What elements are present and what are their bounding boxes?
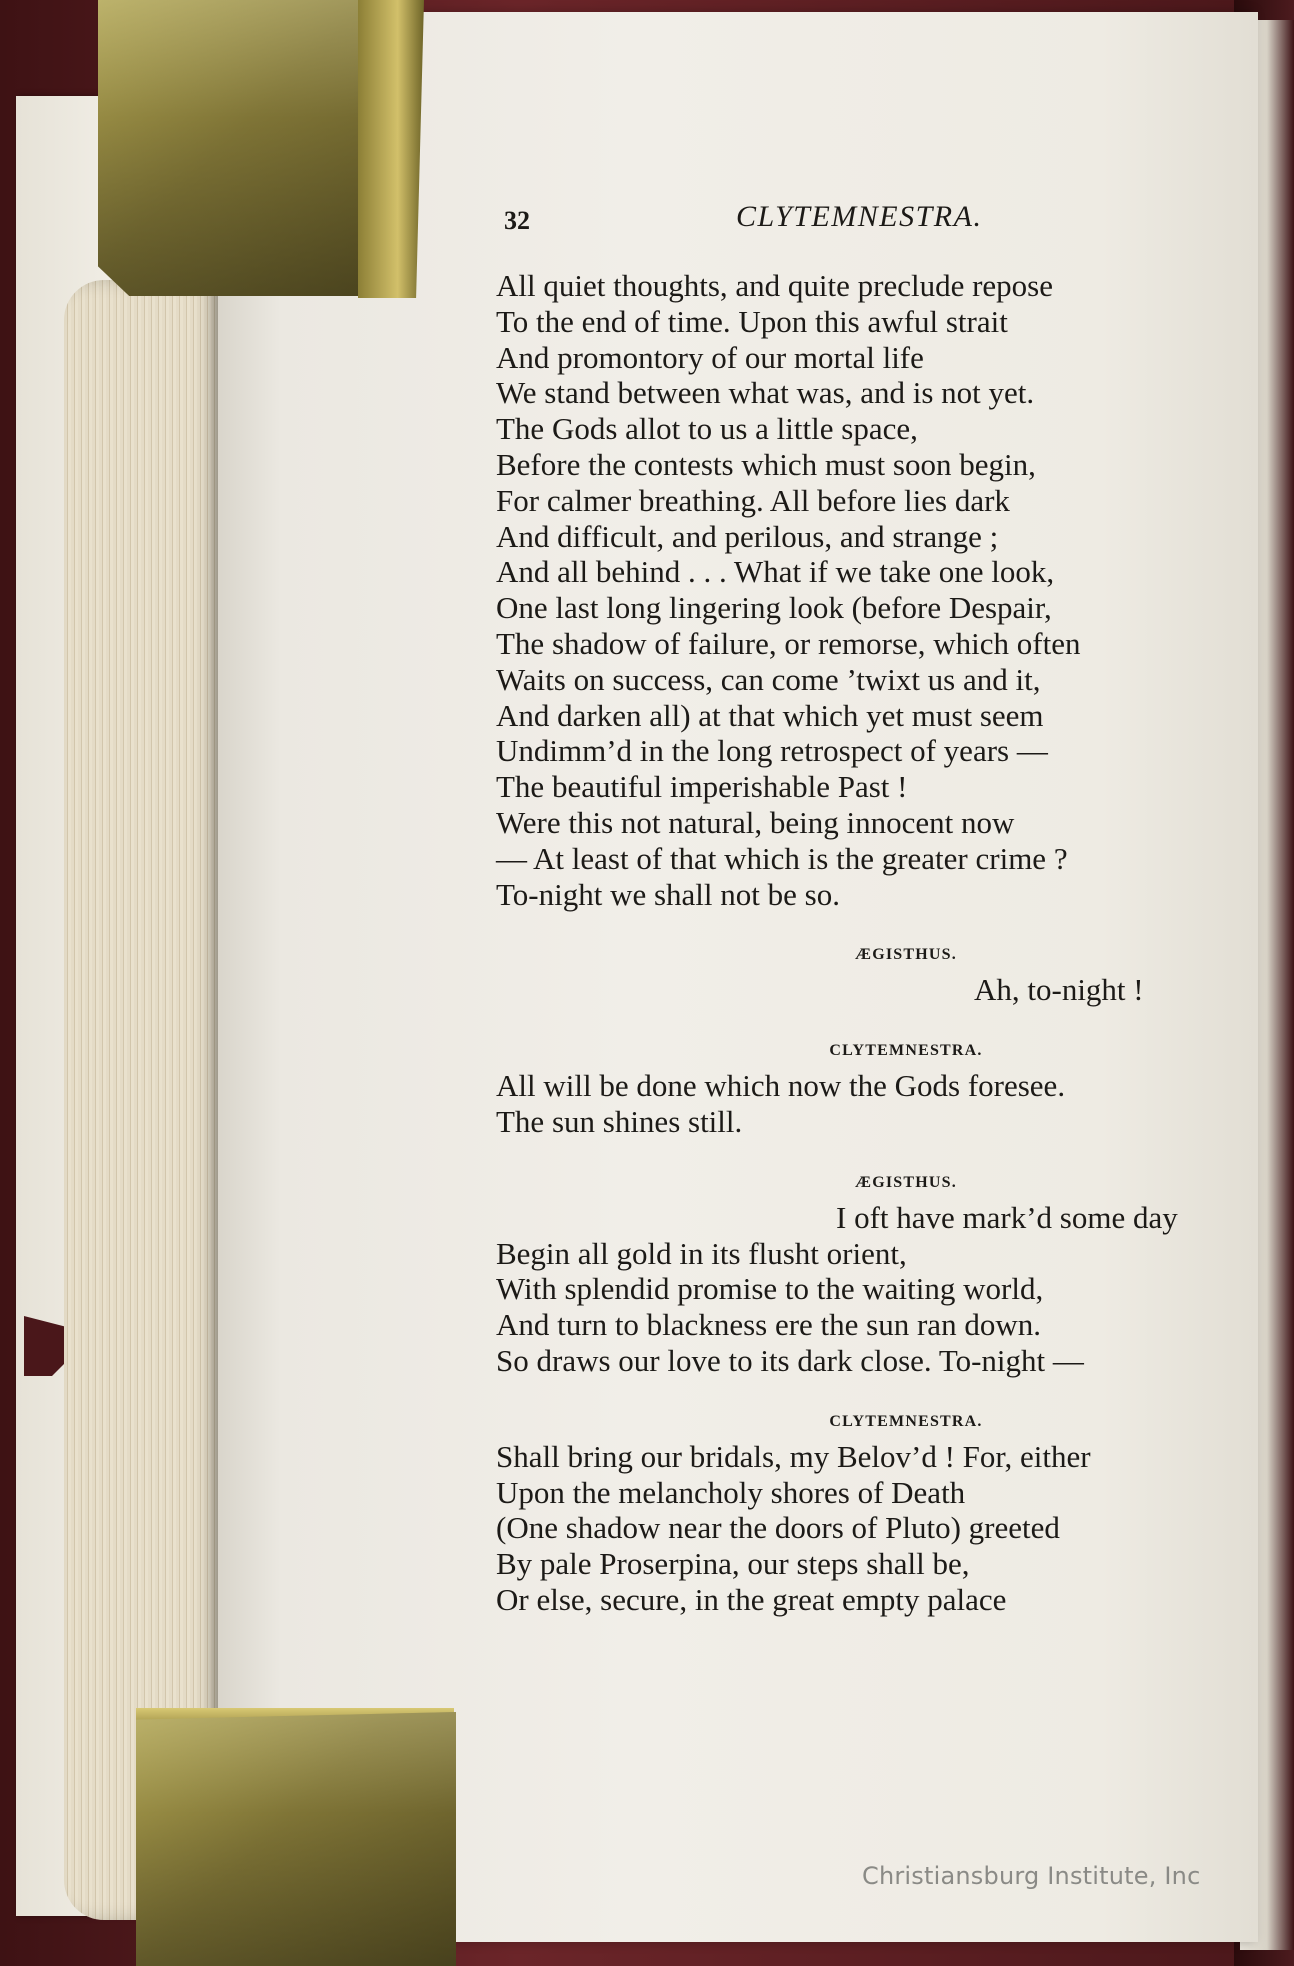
speech-clytemnestra-2 bbox=[496, 1413, 1236, 1618]
page-text bbox=[496, 200, 1236, 1618]
verse-line: Before the contests which must soon begin, bbox=[496, 446, 1036, 482]
verse-line: We stand between what was, and is not yet. bbox=[496, 375, 1035, 411]
verse-line: Begin all gold in its flusht orient, bbox=[496, 1235, 907, 1271]
verse-line: Waits on success, can come ’twixt us and it, bbox=[496, 661, 1041, 697]
speaker-name: CLYTEMNESTRA. bbox=[829, 1042, 983, 1060]
speaker-name: ÆGISTHUS. bbox=[855, 946, 957, 964]
verse-line: The sun shines still. bbox=[496, 1103, 743, 1139]
verse-line: Upon the melancholy shores of Death bbox=[496, 1474, 966, 1510]
verse-line: To the end of time. Upon this awful strait bbox=[496, 303, 1008, 339]
verse-line: The shadow of failure, or remorse, which often bbox=[496, 625, 1081, 661]
verse-passage bbox=[496, 268, 1236, 912]
verse-line: I oft have mark’d some day bbox=[836, 1199, 1178, 1235]
verse-line: To-night we shall not be so. bbox=[496, 876, 840, 912]
verse-line: The Gods allot to us a little space, bbox=[496, 411, 918, 447]
watermark: Christiansburg Institute, Inc bbox=[862, 1862, 1201, 1890]
verse-line: All quiet thoughts, and quite preclude repose bbox=[496, 268, 1054, 303]
speech-aegisthus-2 bbox=[496, 1174, 1236, 1379]
verse-line: Undimm’d in the long retrospect of years — bbox=[496, 733, 1048, 769]
brass-corner-top-edge bbox=[358, 0, 424, 298]
speech-clytemnestra-1 bbox=[496, 1042, 1236, 1140]
verse-line: So draws our love to its dark close. To-night — bbox=[496, 1342, 1084, 1378]
verse-line: And darken all) at that which yet must seem bbox=[496, 697, 1044, 733]
page-edges bbox=[64, 280, 224, 1920]
verse-line: By pale Proserpina, our steps shall be, bbox=[496, 1546, 970, 1582]
verse-line: And promontory of our mortal life bbox=[496, 339, 924, 375]
speaker-name: CLYTEMNESTRA. bbox=[829, 1412, 983, 1430]
page-number: 32 bbox=[504, 206, 530, 235]
verse-line: Ah, to-night ! bbox=[974, 972, 1144, 1008]
verse-line: With splendid promise to the waiting world, bbox=[496, 1271, 1044, 1307]
verse-line: And all behind . . . What if we take one look, bbox=[496, 554, 1055, 590]
verse-line: All will be done which now the Gods foresee. bbox=[496, 1068, 1066, 1104]
verse-line: One last long lingering look (before Despair, bbox=[496, 590, 1052, 626]
verse-line: — At least of that which is the greater crime ? bbox=[496, 840, 1068, 876]
verse-line: For calmer breathing. All before lies dark bbox=[496, 482, 1010, 518]
verse-line: And difficult, and perilous, and strange ; bbox=[496, 518, 999, 554]
speaker-name: ÆGISTHUS. bbox=[855, 1173, 957, 1191]
speech-aegisthus-1 bbox=[496, 946, 1236, 1008]
verse-line: (One shadow near the doors of Pluto) greeted bbox=[496, 1510, 1060, 1546]
verse-line: And turn to blackness ere the sun ran down. bbox=[496, 1307, 1041, 1343]
brass-corner-bottom bbox=[136, 1712, 456, 1966]
verse-line: Were this not natural, being innocent now bbox=[496, 804, 1015, 840]
verse-line: Or else, secure, in the great empty palace bbox=[496, 1581, 1007, 1617]
verse-line: Shall bring our bridals, my Belov’d ! For, either bbox=[496, 1438, 1091, 1474]
running-title: CLYTEMNESTRA. bbox=[736, 200, 983, 233]
verse-line: The beautiful imperishable Past ! bbox=[496, 769, 908, 805]
running-head bbox=[496, 200, 1236, 252]
